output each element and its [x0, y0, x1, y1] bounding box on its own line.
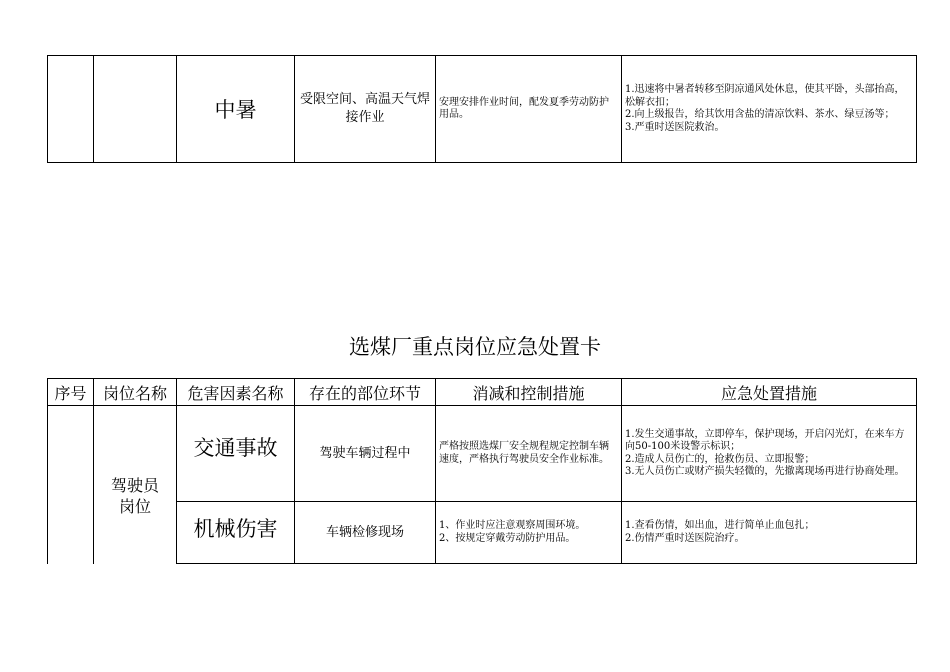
- header-post: 岗位名称: [94, 379, 177, 406]
- top-table: [47, 55, 917, 163]
- emergency-line: 1.发生交通事故，立即停车，保护现场，开启闪光灯，在来车方向50-100米设警示标识；: [625, 428, 905, 452]
- location-cell: 受限空间、高温天气焊接作业: [295, 56, 436, 163]
- hazard-cell: 交通事故: [177, 406, 295, 502]
- page-title: 选煤厂重点岗位应急处置卡: [349, 335, 601, 359]
- emergency-line: 2.向上级报告，给其饮用含盐的清凉饮料、茶水、绿豆汤等；: [625, 109, 895, 120]
- header-hazard: 危害因素名称: [177, 379, 295, 406]
- control-cell: 严格按照选煤厂安全规程规定控制车辆速度，严格执行驾驶员安全作业标准。: [436, 406, 622, 502]
- emergency-line: 2.造成人员伤亡的，抢救伤员、立即报警；: [625, 453, 815, 465]
- seq-cell: [48, 56, 94, 163]
- location-cell: 驾驶车辆过程中: [295, 406, 436, 502]
- post-cell: 驾驶员 岗位: [94, 406, 177, 564]
- hazard-cell: 机械伤害: [177, 502, 295, 564]
- emergency-line: 3.无人员伤亡或财产损失轻微的，先撤离现场再进行协商处理。: [625, 466, 905, 477]
- emergency-cell: [622, 56, 917, 163]
- control-cell: 安理安排作业时间，配发夏季劳动防护用品。: [436, 56, 622, 163]
- emergency-line: 3.严重时送医院救治。: [625, 121, 725, 133]
- header-seq: 序号: [48, 379, 94, 406]
- location-cell: 车辆检修现场: [295, 502, 436, 564]
- header-location: 存在的部位环节: [295, 379, 436, 406]
- table-row: [48, 502, 917, 564]
- emergency-cell: [622, 406, 917, 502]
- header-emergency: 应急处置措施: [622, 379, 917, 406]
- control-line: 1、作业时应注意观察周围环境。: [439, 520, 586, 531]
- post-cell: [94, 56, 177, 163]
- emergency-card-table: [47, 378, 917, 564]
- table-row: [48, 406, 917, 502]
- header-row: [48, 379, 917, 406]
- emergency-line: 2.伤情严重时送医院治疗。: [625, 532, 745, 544]
- emergency-line: 1.查看伤情，如出血，进行简单止血包扎；: [625, 520, 815, 531]
- hazard-cell: 中暑: [177, 56, 295, 163]
- control-line: 2、按规定穿戴劳动防护用品。: [439, 532, 576, 544]
- emergency-cell: [622, 502, 917, 564]
- seq-cell: [48, 406, 94, 564]
- control-cell: [436, 502, 622, 564]
- header-control: 消减和控制措施: [436, 379, 622, 406]
- emergency-line: 1.迅速将中暑者转移至阴凉通风处休息，使其平卧，头部抬高，松解衣扣；: [625, 84, 905, 108]
